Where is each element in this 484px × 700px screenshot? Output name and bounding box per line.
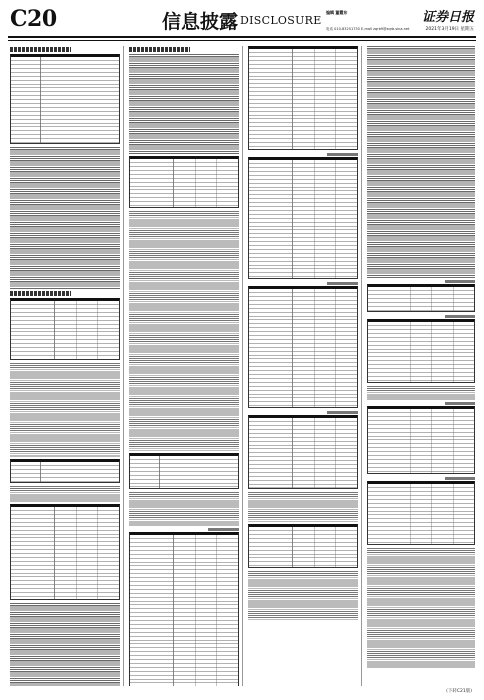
section-title-cn: 信息披露 [162,11,239,33]
disclosure-table [248,415,358,489]
text-block [10,147,120,289]
unit-note [445,280,475,283]
disclosure-table [248,286,358,408]
disclosure-table [10,298,120,360]
page-code: C20 [10,6,57,32]
editor-line: 编辑 董霞东 [326,10,348,15]
unit-note [445,315,475,318]
text-block [10,603,120,686]
disclosure-table [367,284,475,312]
disclosure-table [10,54,120,144]
disclosure-table [129,453,239,489]
paper-logo: 证券日报 [421,10,474,25]
disclosure-table [248,524,358,568]
column-1 [10,46,120,686]
column-divider [242,46,243,686]
text-block [129,211,239,451]
column-divider [361,46,362,686]
masthead-rule-thick [8,36,476,38]
column-4 [367,46,475,686]
text-block [129,54,239,154]
masthead-rule-thin [8,40,476,41]
disclosure-table [10,459,120,483]
date-line: 2021年3月19日 星期五 [425,27,474,32]
text-block [367,548,475,668]
text-block [367,386,475,400]
disclosure-table [248,46,358,150]
masthead-info [326,6,476,34]
column-divider [123,46,124,686]
block-heading [129,47,190,52]
column-3 [248,46,358,686]
disclosure-table [367,406,475,474]
unit-note [327,153,358,156]
text-block [10,486,120,502]
text-block [129,492,239,526]
unit-note [445,477,475,480]
block-heading [10,47,71,52]
disclosure-table [129,532,239,686]
unit-note [327,411,358,414]
disclosure-table [367,481,475,545]
section-title-en: DISCLOSURE [240,14,322,27]
contact-line: 电话 010-83251730 E-mail zqrb9@zqrb.sina.net [326,27,410,31]
continuation-note: (下转C21版) [446,689,472,694]
disclosure-table [129,156,239,208]
unit-note [208,528,239,531]
text-block [248,492,358,522]
column-2 [129,46,239,686]
text-block [10,363,120,457]
text-block [248,571,358,621]
text-block [367,46,475,278]
unit-note [445,402,475,405]
disclosure-table [248,157,358,279]
unit-note [327,282,358,285]
disclosure-table [10,504,120,600]
disclosure-table [367,319,475,383]
block-heading [10,291,71,296]
